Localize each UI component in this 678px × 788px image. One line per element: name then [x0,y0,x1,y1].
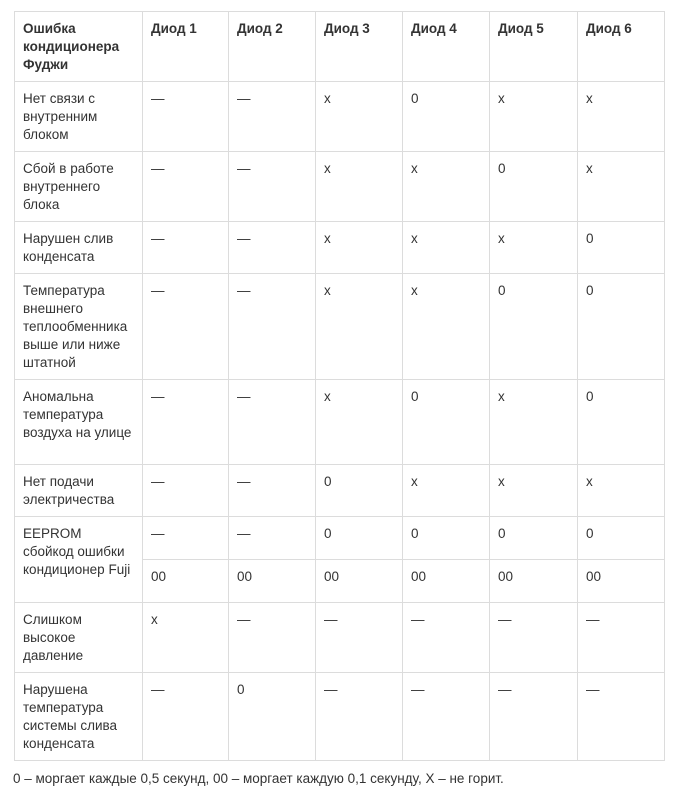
diode-cell: — [316,603,403,673]
diode-cell: 00 [143,560,229,603]
table-row [15,152,665,222]
diode-cell: — [229,517,316,560]
error-name: Нарушена температура системы слива конденсата [15,673,143,761]
table-header-row [15,12,665,82]
diode-cell: — [490,673,578,761]
diode-cell: 0 [316,465,403,517]
table-row [15,82,665,152]
diode-cell: 00 [578,560,665,603]
error-name: Аномальна температура воздуха на улице [15,380,143,465]
table-row [15,380,665,465]
diode-cell: — [143,274,229,380]
diode-cell: x [578,82,665,152]
diode-cell: x [403,274,490,380]
error-name: Нет подачи электричества [15,465,143,517]
diode-cell: — [143,82,229,152]
diode-cell: 0 [578,222,665,274]
diode-cell: 00 [403,560,490,603]
diode-cell: 0 [578,517,665,560]
error-name: Температура внешнего теплообменника выше или ниже штатной [15,274,143,380]
table-row [15,465,665,517]
table-row [15,274,665,380]
diode-cell: — [403,603,490,673]
diode-cell: x [143,603,229,673]
diode-cell: x [490,380,578,465]
diode-cell: — [229,222,316,274]
diode-cell: — [229,465,316,517]
diode-cell: x [403,152,490,222]
header-diode-3: Диод 3 [316,12,403,82]
diode-cell: 00 [229,560,316,603]
diode-cell: — [143,465,229,517]
diode-cell: 0 [229,673,316,761]
table-row [15,673,665,761]
diode-cell: — [578,603,665,673]
header-diode-2: Диод 2 [229,12,316,82]
diode-cell: x [316,274,403,380]
diode-cell: x [403,222,490,274]
error-name: Слишком высокое давление [15,603,143,673]
header-error: Ошибка кондиционера Фуджи [15,12,143,82]
diode-cell: x [490,465,578,517]
diode-cell: x [490,222,578,274]
diode-cell: x [490,82,578,152]
diode-cell: — [229,603,316,673]
diode-cell: x [316,222,403,274]
diode-cell: — [490,603,578,673]
fuji-error-table [14,11,665,761]
diode-cell: — [143,152,229,222]
diode-cell: — [316,673,403,761]
diode-cell: 0 [490,274,578,380]
error-name: EEPROM сбойкод ошибки кондиционер Fuji [15,517,143,603]
diode-cell: — [578,673,665,761]
table-row [15,517,665,560]
diode-cell: x [316,82,403,152]
diode-cell: — [143,517,229,560]
diode-cell: x [578,465,665,517]
diode-cell: 00 [490,560,578,603]
diode-cell: — [229,152,316,222]
diode-cell: 00 [316,560,403,603]
diode-cell: x [578,152,665,222]
diode-cell: — [403,673,490,761]
error-name: Нарушен слив конденсата [15,222,143,274]
diode-cell: — [143,673,229,761]
header-diode-6: Диод 6 [578,12,665,82]
diode-cell: x [316,152,403,222]
diode-cell: 0 [490,517,578,560]
table-row [15,603,665,673]
diode-cell: x [316,380,403,465]
diode-cell: 0 [490,152,578,222]
error-name: Нет связи с внутренним блоком [15,82,143,152]
diode-cell: — [143,222,229,274]
diode-cell: 0 [403,82,490,152]
diode-cell: — [229,380,316,465]
diode-cell: 0 [403,517,490,560]
error-name: Сбой в работе внутреннего блока [15,152,143,222]
diode-cell: 0 [403,380,490,465]
diode-cell: x [403,465,490,517]
diode-cell: 0 [316,517,403,560]
diode-cell: 0 [578,274,665,380]
legend-note: 0 – моргает каждые 0,5 секунд, 00 – моргает каждую 0,1 секунду, X – не горит. [13,770,504,786]
header-diode-5: Диод 5 [490,12,578,82]
diode-cell: — [143,380,229,465]
table-row [15,222,665,274]
header-diode-1: Диод 1 [143,12,229,82]
diode-cell: 0 [578,380,665,465]
header-diode-4: Диод 4 [403,12,490,82]
diode-cell: — [229,82,316,152]
diode-cell: — [229,274,316,380]
